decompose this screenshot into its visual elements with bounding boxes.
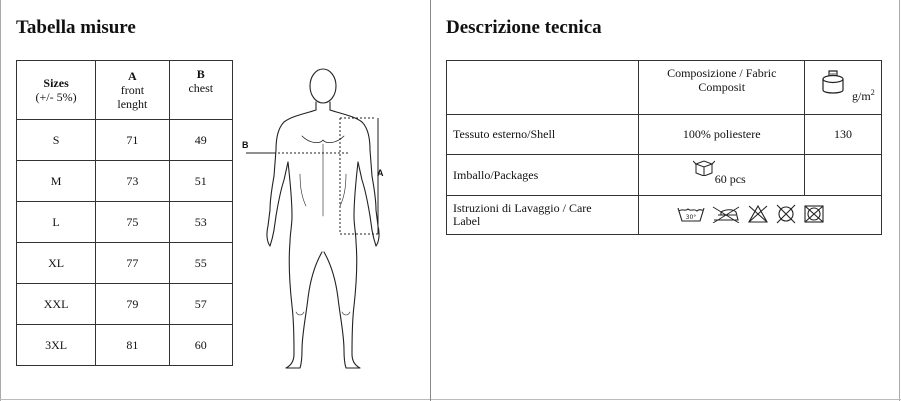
- chest-cell: 60: [169, 325, 232, 366]
- page-edge-right: [899, 0, 900, 401]
- no-dry-clean-icon: [803, 204, 825, 224]
- no-tumble-dry-icon: [775, 204, 797, 224]
- front-length-cell: 79: [96, 284, 169, 325]
- chest-cell: 55: [169, 243, 232, 284]
- body-figure: [240, 66, 400, 376]
- size-cell: XL: [17, 243, 96, 284]
- header-a: [96, 61, 169, 120]
- table-row: [17, 243, 233, 284]
- header-sizes: [17, 61, 96, 120]
- size-cell: M: [17, 161, 96, 202]
- weight-unit-sup: 2: [870, 87, 875, 97]
- size-cell: L: [17, 202, 96, 243]
- shell-weight: 130: [805, 115, 882, 155]
- size-table: [16, 60, 233, 366]
- packages-cell: [639, 155, 805, 196]
- table-row: [447, 155, 882, 196]
- care-label: [447, 196, 639, 235]
- header-a-line2: lenght: [117, 97, 148, 111]
- header-empty-cell: [447, 61, 639, 115]
- fabric-weight-icon-group: [808, 64, 878, 108]
- header-a-letter: A: [128, 69, 137, 83]
- size-cell: XXL: [17, 284, 96, 325]
- size-chart-title: Tabella misure: [16, 17, 136, 38]
- packages-group: [687, 158, 757, 188]
- iron-icon: [711, 205, 741, 223]
- table-row: [447, 115, 882, 155]
- size-table-header: [17, 61, 233, 120]
- chest-cell: 49: [169, 120, 232, 161]
- header-b: [169, 61, 232, 120]
- chest-measure-label: B: [242, 140, 249, 150]
- header-sizes-label: Sizes: [43, 76, 69, 90]
- shell-composition: 100% poliestere: [639, 115, 805, 155]
- front-length-cell: 75: [96, 202, 169, 243]
- weight-icon: [820, 68, 846, 96]
- wash-30-icon: [677, 205, 705, 223]
- technical-description-title: Descrizione tecnica: [446, 17, 602, 38]
- front-length-cell: 73: [96, 161, 169, 202]
- size-cell: 3XL: [17, 325, 96, 366]
- packages-quantity: 60 pcs: [714, 172, 746, 186]
- size-cell: S: [17, 120, 96, 161]
- chest-cell: 51: [169, 161, 232, 202]
- no-bleach-icon: [747, 204, 769, 224]
- composition-line1: Composizione / Fabric: [667, 66, 777, 80]
- header-composition: [639, 61, 805, 115]
- table-row: [17, 202, 233, 243]
- front-length-cell: 81: [96, 325, 169, 366]
- table-row: [17, 120, 233, 161]
- packages-label: Imballo/Packages: [447, 155, 639, 196]
- chest-cell: 53: [169, 202, 232, 243]
- care-label-line1: Istruzioni di Lavaggio / Care: [453, 201, 592, 215]
- front-length-cell: 71: [96, 120, 169, 161]
- care-icons: [677, 204, 825, 224]
- packages-empty-cell: [805, 155, 882, 196]
- care-label-line2: Label: [453, 214, 481, 228]
- box-icon: [693, 158, 715, 176]
- header-weight: [805, 61, 882, 115]
- front-length-cell: 77: [96, 243, 169, 284]
- care-icons-cell: [639, 196, 882, 235]
- table-row: [17, 284, 233, 325]
- weight-unit: [852, 88, 875, 104]
- technical-table: [446, 60, 882, 235]
- header-tolerance: (+/- 5%): [35, 90, 77, 104]
- body-outline-illustration: [240, 66, 400, 376]
- shell-label: Tessuto esterno/Shell: [447, 115, 639, 155]
- wash-temperature: 30°: [686, 213, 697, 221]
- header-b-line1: chest: [188, 81, 214, 95]
- table-row: [17, 161, 233, 202]
- section-divider: [430, 0, 431, 401]
- technical-header-row: [447, 61, 882, 115]
- header-b-letter: B: [196, 67, 205, 81]
- weight-unit-text: g/m: [852, 88, 871, 103]
- page-edge-bottom: [0, 399, 901, 400]
- table-row: [447, 196, 882, 235]
- composition-line2: Composit: [698, 80, 746, 94]
- page-edge-left: [0, 0, 1, 401]
- table-row: [17, 325, 233, 366]
- length-measure-label: A: [377, 168, 384, 178]
- header-a-line1: front: [120, 83, 145, 97]
- chest-cell: 57: [169, 284, 232, 325]
